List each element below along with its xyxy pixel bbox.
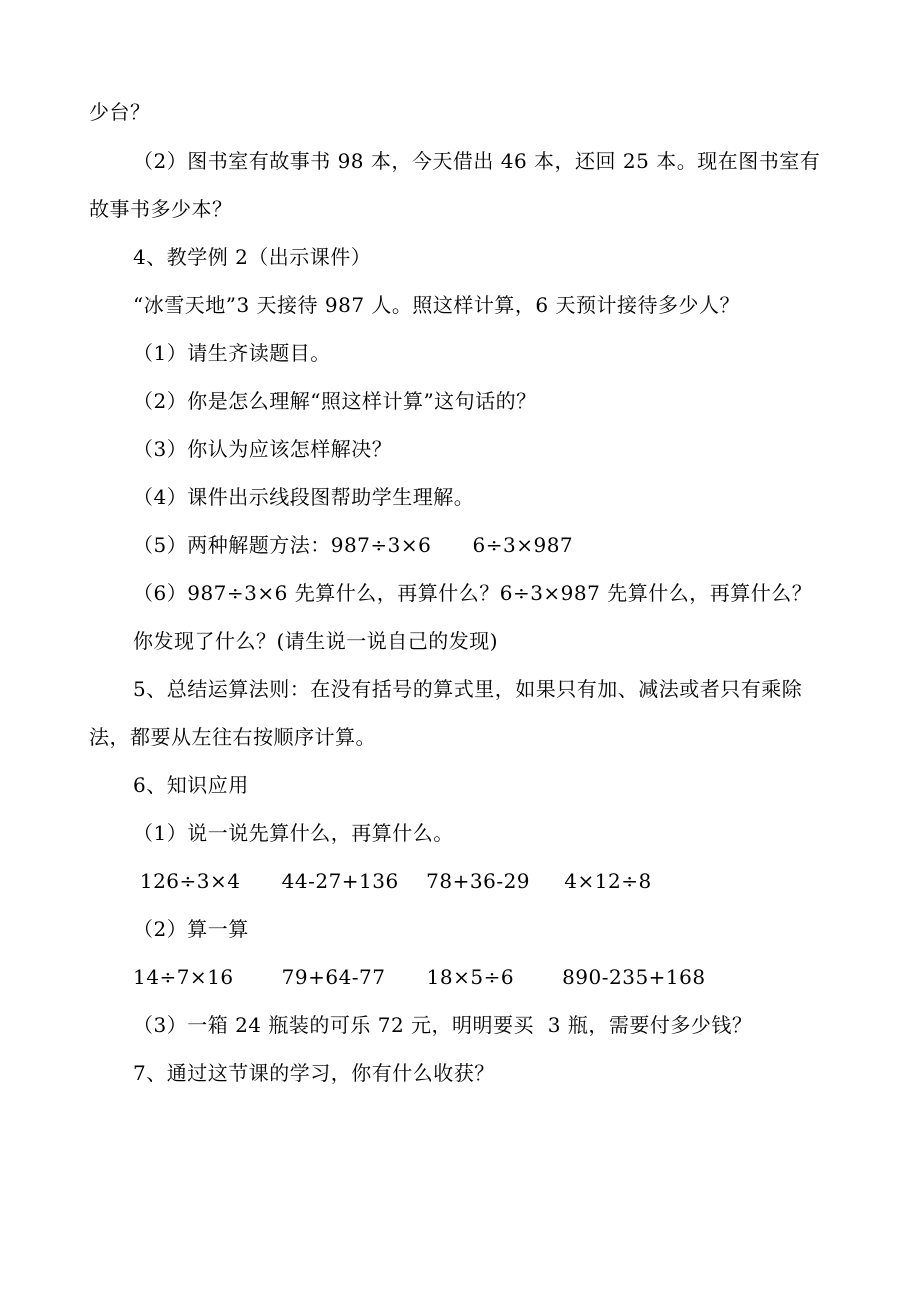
text-line: （2）你是怎么理解“照这样计算”这句话的？ <box>133 389 537 413</box>
text-line: 126÷3×4 44-27+136 78+36-29 4×12÷8 <box>133 869 652 893</box>
text-line: 法，都要从左往右按顺序计算。 <box>89 725 376 749</box>
text-line: 14÷7×16 79+64-77 18×5÷6 890-235+168 <box>133 965 706 989</box>
text-line: （3）你认为应该怎样解决？ <box>133 437 393 461</box>
text-line: （6）987÷3×6 先算什么，再算什么？6÷3×987 先算什么，再算什么？ <box>133 581 813 605</box>
text-line: 4、教学例 2（出示课件） <box>133 245 372 269</box>
text-line: 6、知识应用 <box>133 773 249 797</box>
text-line: （2）算一算 <box>133 917 249 941</box>
text-line: 5、总结运算法则：在没有括号的算式里，如果只有加、减法或者只有乘除 <box>133 677 803 701</box>
text-line: （5）两种解题方法：987÷3×6 6÷3×987 <box>133 533 574 557</box>
text-line: （2）图书室有故事书 98 本，今天借出 46 本，还回 25 本。现在图书室有 <box>133 149 821 173</box>
text-line: “冰雪天地”3 天接待 987 人。照这样计算，6 天预计接待多少人？ <box>133 293 741 317</box>
text-line: （3）一箱 24 瓶装的可乐 72 元，明明要买 3 瓶，需要付多少钱？ <box>133 1013 753 1037</box>
text-line: 你发现了什么？(请生说一说自己的发现) <box>133 629 499 653</box>
text-line: 故事书多少本？ <box>89 197 233 221</box>
text-line: 7、通过这节课的学习，你有什么收获？ <box>133 1061 495 1085</box>
text-line: 少台？ <box>89 100 151 124</box>
text-line: （4）课件出示线段图帮助学生理解。 <box>133 485 475 509</box>
text-line: （1）说一说先算什么，再算什么。 <box>133 821 454 845</box>
text-line: （1）请生齐读题目。 <box>133 341 331 365</box>
